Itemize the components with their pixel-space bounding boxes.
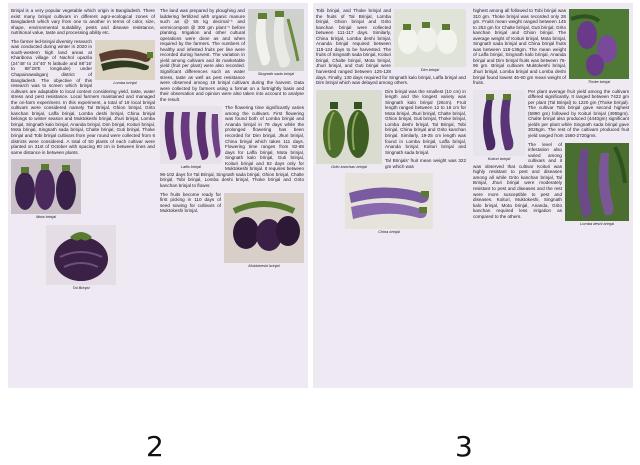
right-page (313, 3, 633, 388)
paragraph: The fruits become ready for first picking in 110 days of seed sowing for cultivars of Muktokeshi brinjal, (160, 191, 221, 214)
muktokeshi-brinjal-photo (224, 193, 304, 263)
tal-brinjal-photo (46, 225, 116, 285)
lomba-brinjal-photo (95, 40, 155, 80)
china-brinjal-photo (345, 173, 433, 229)
paragraph: The farmer led-brinjal diversity research was conducted during winter in 2020 in south-western high land areas at Kharibona village of Nachol upazila (24°48' to 24°40' N latitude and 88°16' to 88°28'E longitude) under Chapainawabganj district of Bangladesh. The objective of this research was to screen which brinjal cultivars are adaptable to local context considering yield, taste, water stress and pest resistance. Local farmers maintained and managed the on-farm experiment. In this experiment, a total of 19 local brinjal cultivars were considered namely Tal Brinjal, Ghion brinjal, Grito kanchan brinjal, Laffa brinjal, Lomba deshi brinjal, China brinjal belongs to winter season and Muktokeshi brinjal, Jhuri brinjal, Lomba brinjal, Singnath kalo brinjal, Ananda brinjal, Dim brinjal, Koituri brinjal, Mota brinjal, Singnath sada brinjal, Chalte brinjal, Guti brinjal, Thoke brinjal and Tobi brinjal cultivars from year round were collected from 6 districts were considered. A total of 50 plants of each cultivar were planted on 31st of October with spacing 90 cm in between lines and same distance in between plants. (11, 38, 155, 155)
figure-muktokeshi-brinjal (224, 193, 304, 269)
caption: Laffa brinjal (180, 164, 202, 170)
koituri-brinjal-photo (473, 90, 525, 156)
right-column-2 (473, 8, 629, 386)
right-column-1 (316, 8, 466, 386)
figure-thoke-brinjal (569, 9, 629, 85)
paragraph: The land was prepared by ploughing and laddering fertilized with organic manure such as @ 55 kg decimal⁻¹ and vermicompost @ 300 gm plant⁻¹ before planting. Irrigation and other cultural operations were done as and when required by the farmers. The numbers of healthy and infested fruits per line were recorded during harvest. The variation in yield among cultivars and its marketable yield (fruit per plant) were also recorded. Significant differences such as water stress, taste as well as pest resistance were observed among 19 brinjal cultivars during the harvest. Data were collected by farmers using a format on a fortnightly basis and their observation and opinion were also taken into account to analyse the result. (160, 8, 304, 102)
page-number-right: 3 (455, 430, 473, 463)
caption: Lomba deshi brinjal (580, 220, 614, 226)
mota-brinjal-photo (11, 159, 81, 214)
paragraph: Tobi brinjal, and Thoke brinjal and the fruits of Tal Brinjal, Lomba brinjal, Ghion brinjal and Grito kanchan brinjal were collected between 111-117 days. Similarly, China brinjal, Lomba deshi brinjal, Ananda brinjal required between 118-124 days to be harvested. The fruits of Singnath sada brinjal, Koituri brinjal, Chalte brinjal, Mota brinjal, Jhuri brinjal, and Guti brinjal were harvested ranged between 125-128 days. Finally, 130 days required for Singnath kalo brinjal, Laffa brinjal and Dim brinjal which was delayed among others. (316, 8, 466, 86)
caption: Singnath sada brinjal (257, 71, 295, 76)
caption: Tal Brinjal (72, 284, 90, 290)
paragraph: Brinjal is a very popular vegetable which origin is Bangladesh. There exist many brinjal cultivars in different agro-ecological zones of Bangladesh which vary from one to another in terms of color, size, shape, environmental suitability, pests and disease resistance, nutritional value, taste and processing ability etc. (11, 8, 155, 36)
paragraph: Tal Brinjals' fruit mean weight was 322 gm which was (385, 158, 466, 169)
dim-brinjal-photo (394, 9, 466, 67)
paragraph: highest among all followed to Tobi brinjal was 310 gm. Thoke brinjal was recorded only 28 gm. Fruits mean weight ranged between 145 to 252 gm for Chalte brinjal, Guti brinjal, Grito kanchan brinjal and Ghion brinjal. The average weight of Koituri brinjal, Mota brinjal, Singnath sada brinjal and China brinjal fruits was between 118-135gm. The mean weight of Laffa brinjal, Singnath kalo brinjal, Ananda brinjal and Dim brinjal fruits was between 76-96 gm. Brinjal cultivars Muktokeshi brinjal, Jhuri brinjal, Lomba brinjal and Lomba deshi brinjal found lowest 46-60 gm mean weight of fruits. (473, 8, 566, 86)
figure-laffa-brinjal (160, 106, 222, 170)
laffa-brinjal-photo (160, 106, 222, 164)
figure-dim-brinjal (394, 9, 466, 73)
lomba-deshi-brinjal-photo (565, 143, 629, 221)
caption: Grito kanchan brinjal (331, 163, 367, 169)
paragraph: The flowering time significantly varies among the cultivars. First flowering was found both of Lomba brinjal and Ananda brinjal in 79 days while the prolonged flowering has been recorded for Dim brinjal, Jhuri brinjal, China brinjal which takes 111 days. Flowering time ranges from 82-88 days for Laffa brinjal, Mota brinjal, Singnath kalo brinjal, Guti brinjal, Koituri brinjal and 92 days only for Muktokeshi brinjal. It requires between 96-102 days for Tal Brinjal, Singnath sada brinjal, Ghion brinjal, Chalte brinjal, Tobi brinjal, Lomba deshi brinjal, Thoke brinjal and Grito kanchan brinjal to flower. (160, 105, 304, 188)
paragraph: The level of infestation also varied among cultivars and it was observed that cultivar Koituri was highly resistant to pest and diseases among all while Grito kanchan brinjal, Tal Brinjal, Jhuri brinjal were moderately resistant to pest and diseases and the rest were more susceptible to pest and diseases. Koituri, Muktokeshi, Singnath kalo brinjal, Mota brinjal, Ananda, Grito kanchan required less irrigation as compared to the others. (473, 141, 562, 219)
left-page (8, 3, 308, 388)
page-number-left: 2 (146, 430, 164, 463)
singnath-sada-brinjal-photo (248, 9, 304, 71)
thoke-brinjal-photo (569, 9, 629, 79)
paragraph: Dim brinjal was the smallest (10 cm) in length and the longest variety was Singnath kalo brinjal (26cm). Fruit length ranged between 12 to 18 cm for Mota brinjal, Jhuri brinjal, Chalte brinjal, Ghion brinjal, Guti brinjal, Thoke brinjal, Lomba deshi brinjal, Tal Brinjal, Tobi brinjal, China brinjal and Grito kanchan brinjal. Similarly, 19-25 cm length was found in Lomba brinjal, Laffa brinjal, Ananda brinjal, Koituri brinjal and Singnath sada brinjal. (385, 88, 466, 155)
caption: Dim brinjal (420, 67, 440, 72)
grito-kanchan-brinjal-photo (316, 90, 382, 164)
figure-lomba-deshi-brinjal (565, 143, 629, 227)
left-column-1 (11, 8, 155, 386)
figure-singnath-sada-brinjal (248, 9, 304, 77)
figure-mota-brinjal (11, 159, 81, 220)
figure-lomba-brinjal (95, 40, 155, 86)
figure-china-brinjal (316, 173, 462, 235)
figure-tal-brinjal (11, 225, 151, 291)
figure-koituri-brinjal (473, 90, 525, 162)
caption: Lomba brinjal (113, 79, 137, 85)
caption: Mota brinjal (35, 214, 57, 220)
figure-grito-kanchan-brinjal (316, 90, 382, 170)
caption: Koituri brinjal (487, 155, 511, 161)
caption: Thoke brinjal (587, 79, 611, 84)
caption: China brinjal (378, 229, 400, 235)
paragraph: Per plant average fruit yield among the cultivars differed significantly. It ranged between 7422 gm per plant (Tal Brinjal) to 1220 gm (Thoke brinjal). The cultivar Tobi brinjal gave second highest (5890 gm) followed by Koituri brinjal (4955gm). Chalte brinjal also produced (4440gm) significant yields per plant while Singnath sada brinjal gave 3025gm. The rest of the cultivars produced fruit yield ranged from 1560-2720gms. (528, 88, 629, 139)
caption: Muktokeshi brinjal (248, 262, 280, 268)
left-column-2 (160, 8, 304, 386)
